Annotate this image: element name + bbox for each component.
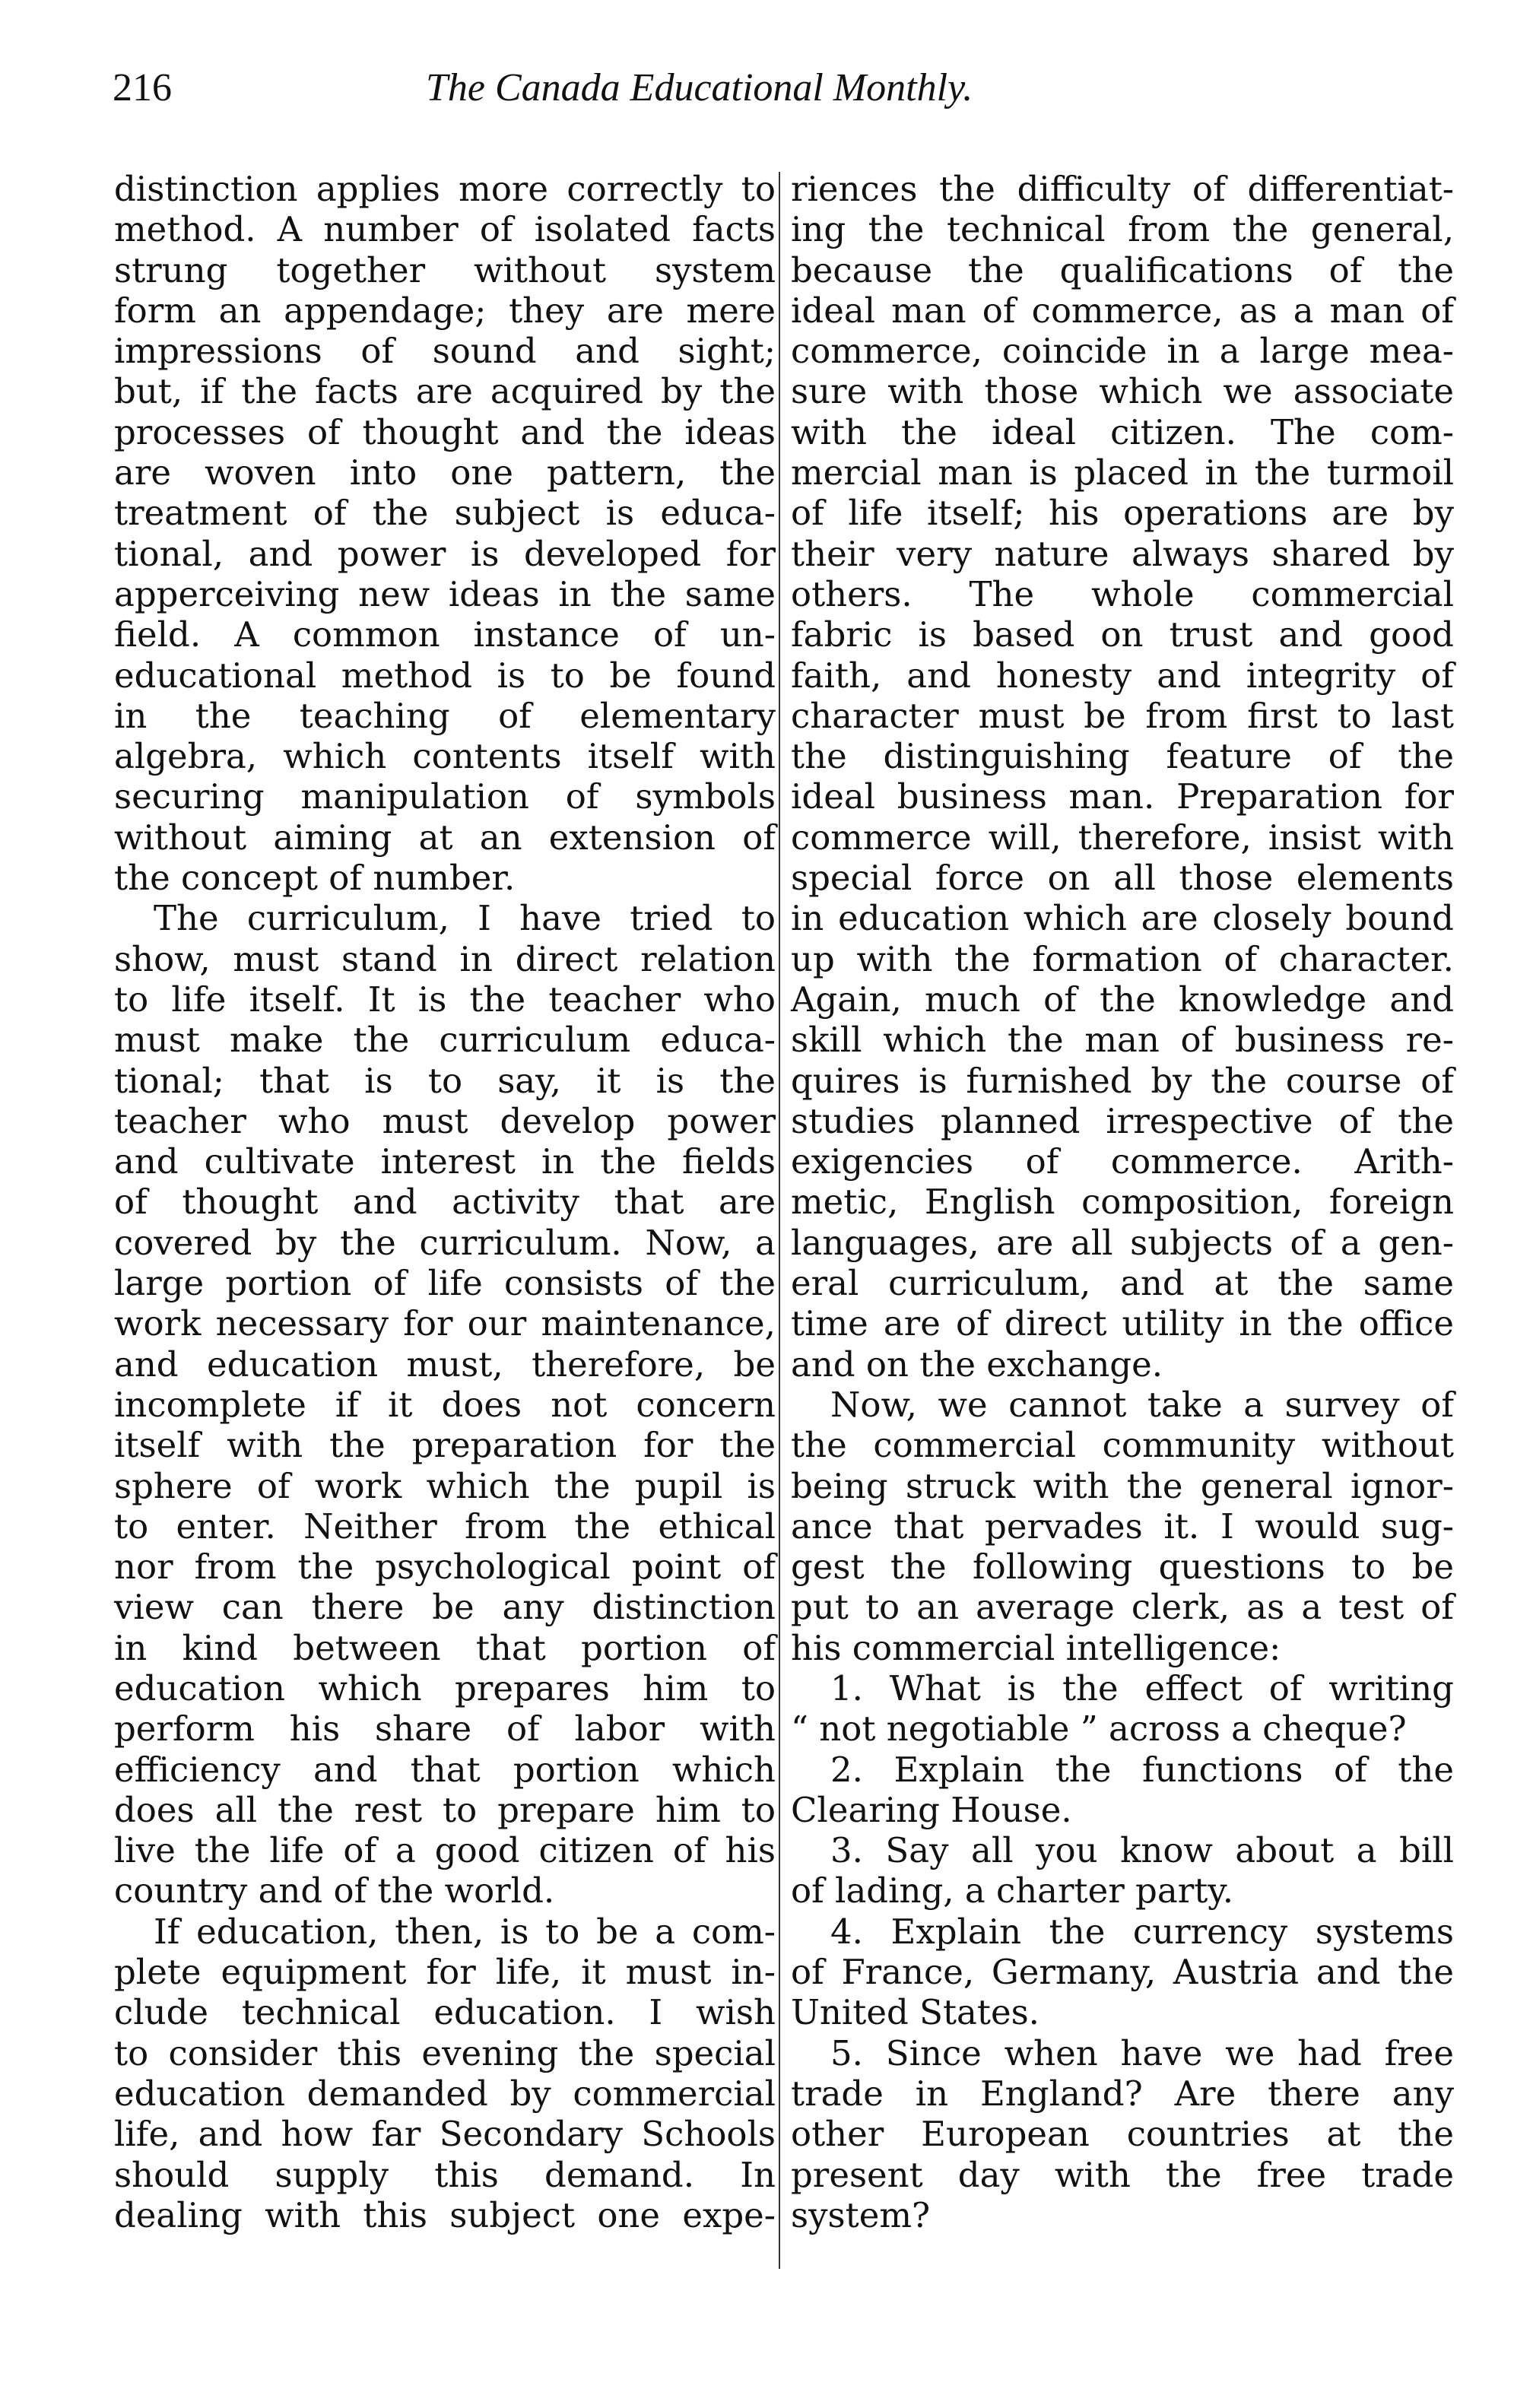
text-line: impressions of sound and sight; — [114, 331, 776, 372]
text-line: Clearing House. — [791, 1789, 1072, 1830]
text-line: teacher who must develop power — [114, 1100, 776, 1141]
text-line: does all the rest to prepare him to — [114, 1789, 776, 1830]
text-line: 3. Say all you know about a bill — [830, 1830, 1454, 1871]
text-line: and cultivate interest in the fields — [114, 1141, 776, 1182]
text-line: 2. Explain the functions of the — [830, 1749, 1454, 1790]
text-line: Again, much of the knowledge and — [791, 979, 1454, 1020]
text-line: up with the formation of character. — [791, 938, 1454, 979]
text-line: special force on all those elements — [791, 858, 1454, 899]
text-line: processes of thought and the ideas — [114, 411, 776, 452]
text-line: covered by the curriculum. Now, a — [114, 1222, 776, 1263]
text-line: present day with the free trade — [791, 2154, 1454, 2195]
text-line: clude technical education. I wish — [114, 1992, 776, 2033]
text-line: dealing with this subject one expe- — [114, 2194, 776, 2235]
text-line: commerce will, therefore, insist with — [791, 817, 1454, 858]
text-line: large portion of life consists of the — [114, 1263, 776, 1304]
text-line: languages, are all subjects of a gen- — [791, 1222, 1454, 1263]
text-line: plete equipment for life, it must in- — [114, 1952, 776, 1993]
text-line: Now, we cannot take a survey of — [830, 1384, 1454, 1425]
text-line: to life itself. It is the teacher who — [114, 979, 776, 1020]
text-line: the distinguishing feature of the — [791, 736, 1454, 777]
column-divider — [779, 172, 780, 2269]
text-line: must make the curriculum educa- — [114, 1020, 776, 1061]
text-line: show, must stand in direct relation — [114, 938, 776, 979]
text-line: the commercial community without — [791, 1425, 1454, 1466]
text-line: of thought and activity that are — [114, 1182, 776, 1223]
text-line: in education which are closely bound — [791, 898, 1454, 939]
text-line: but, if the facts are acquired by the — [114, 371, 776, 412]
right-column — [791, 169, 1454, 2235]
text-line: and on the exchange. — [791, 1344, 1163, 1385]
text-line: of life itself; his operations are by — [791, 493, 1454, 534]
text-line: to consider this evening the special — [114, 2032, 776, 2073]
text-line: eral curriculum, and at the same — [791, 1263, 1454, 1304]
text-line: life, and how far Secondary Schools — [114, 2114, 776, 2155]
text-line: his commercial intelligence: — [791, 1627, 1281, 1668]
text-line: nor from the psychological point of — [114, 1547, 776, 1588]
text-line: others. The whole commercial — [791, 573, 1454, 614]
text-line: field. A common instance of un- — [114, 614, 776, 655]
text-line: and education must, therefore, be — [114, 1344, 776, 1385]
text-line: form an appendage; they are mere — [114, 290, 776, 331]
text-line: ideal man of commerce, as a man of — [791, 290, 1454, 331]
text-line: ideal business man. Preparation for — [791, 776, 1454, 817]
text-line: incomplete if it does not concern — [114, 1384, 776, 1425]
text-line: 1. What is the effect of writing — [830, 1667, 1454, 1708]
text-line: sphere of work which the pupil is — [114, 1465, 776, 1506]
text-line: country and of the world. — [114, 1870, 555, 1911]
text-line: being struck with the general ignor- — [791, 1465, 1454, 1506]
text-line: apperceiving new ideas in the same — [114, 573, 776, 614]
text-line: method. A number of isolated facts — [114, 209, 776, 250]
text-line: ing the technical from the general, — [791, 209, 1454, 250]
text-line: of France, Germany, Austria and the — [791, 1952, 1454, 1993]
text-line: algebra, which contents itself with — [114, 736, 776, 777]
text-line: itself with the preparation for the — [114, 1425, 776, 1466]
text-line: other European countries at the — [791, 2114, 1454, 2155]
text-line: tional, and power is developed for — [114, 533, 776, 574]
text-line: quires is furnished by the course of — [791, 1060, 1454, 1101]
text-line: commerce, coincide in a large mea- — [791, 331, 1454, 372]
running-title: The Canada Educational Monthly. — [426, 66, 973, 109]
text-line: with the ideal citizen. The com- — [791, 411, 1454, 452]
text-line: should supply this demand. In — [114, 2154, 776, 2195]
text-line: securing manipulation of symbols — [114, 776, 776, 817]
text-line: are woven into one pattern, the — [114, 452, 776, 493]
text-line: work necessary for our maintenance, — [114, 1303, 776, 1344]
text-line: educational method is to be found — [114, 655, 776, 696]
text-line: sure with those which we associate — [791, 371, 1454, 412]
text-line: without aiming at an extension of — [114, 817, 776, 858]
text-line: gest the following questions to be — [791, 1547, 1454, 1588]
text-line: their very nature always shared by — [791, 533, 1454, 574]
text-line: to enter. Neither from the ethical — [114, 1505, 776, 1547]
text-line: 5. Since when have we had free — [830, 2032, 1454, 2073]
text-line: put to an average clerk, as a test of — [791, 1587, 1454, 1628]
text-line: because the qualifications of the — [791, 249, 1454, 290]
text-line: trade in England? Are there any — [791, 2073, 1454, 2114]
text-line: the concept of number. — [114, 858, 516, 899]
text-line: fabric is based on trust and good — [791, 614, 1454, 655]
text-line: mercial man is placed in the turmoil — [791, 452, 1454, 493]
text-line: “ not negotiable ” across a cheque? — [791, 1708, 1407, 1750]
text-line: view can there be any distinction — [114, 1587, 776, 1628]
left-column — [114, 169, 776, 2235]
text-line: in the teaching of elementary — [114, 695, 776, 736]
text-line: 4. Explain the currency systems — [830, 1911, 1454, 1952]
text-line: faith, and honesty and integrity of — [791, 655, 1454, 696]
text-line: education which prepares him to — [114, 1667, 776, 1708]
page-number: 216 — [113, 66, 172, 109]
text-line: metic, English composition, foreign — [791, 1182, 1454, 1223]
text-line: efficiency and that portion which — [114, 1749, 776, 1790]
text-line: of lading, a charter party. — [791, 1870, 1234, 1911]
text-line: ance that pervades it. I would sug- — [791, 1505, 1454, 1547]
text-line: system? — [791, 2194, 931, 2235]
text-line: strung together without system — [114, 249, 776, 290]
text-line: If education, then, is to be a com- — [154, 1911, 776, 1952]
text-line: treatment of the subject is educa- — [114, 493, 776, 534]
text-line: exigencies of commerce. Arith- — [791, 1141, 1454, 1182]
text-line: studies planned irrespective of the — [791, 1100, 1454, 1141]
text-line: time are of direct utility in the office — [791, 1303, 1454, 1344]
page-header — [0, 65, 1533, 126]
text-line: in kind between that portion of — [114, 1627, 776, 1668]
text-line: education demanded by commercial — [114, 2073, 776, 2114]
text-line: distinction applies more correctly to — [114, 169, 776, 209]
text-line: skill which the man of business re- — [791, 1020, 1454, 1061]
text-line: tional; that is to say, it is the — [114, 1060, 776, 1101]
text-line: live the life of a good citizen of his — [114, 1830, 776, 1871]
text-line: character must be from first to last — [791, 695, 1454, 736]
text-line: perform his share of labor with — [114, 1708, 776, 1750]
text-line: The curriculum, I have tried to — [154, 898, 776, 939]
text-line: United States. — [791, 1992, 1039, 2033]
text-line: riences the difficulty of differentiat- — [791, 169, 1454, 209]
